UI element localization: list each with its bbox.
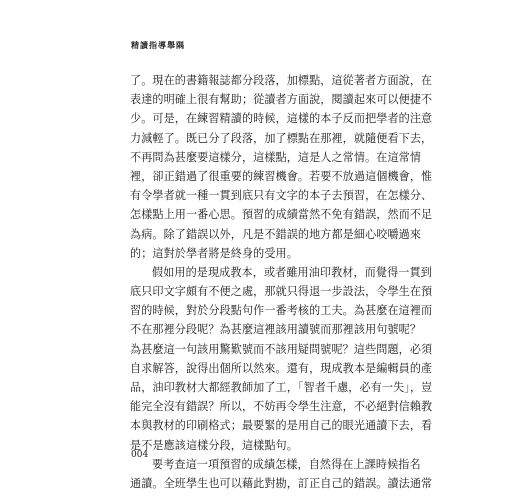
paragraph-2 [130, 263, 433, 455]
paragraph-1 [130, 71, 433, 263]
text-line: 自求解答，說得出個所以然來。還有，現成教本是編輯員的產 [130, 361, 433, 375]
text-line: 怎樣點上用一番心思。預習的成績當然不免有錯誤，然而不足 [130, 208, 433, 222]
text-line: 品，油印教材大都經教師加了工，「智者千慮，必有一失」，豈 [130, 381, 433, 394]
text-line: 是不是應該這樣分段，這樣點句。 [130, 438, 298, 452]
text-line: 有令學者就一種一貫到底只有文字的本子去預習，在怎樣分、 [130, 189, 433, 203]
running-head: 精讀指導舉隅 [131, 41, 185, 50]
text-line: 少。可是，在練習精讀的時候，這樣的本子反而把學者的注意 [130, 112, 433, 126]
text-line: 為甚麼這一句該用驚歎號而不該用疑問號呢？這些問題，必須 [130, 342, 433, 356]
text-line: 不再問為甚麼要這樣分，這樣點，這是人之常情。在這常情 [130, 150, 422, 164]
text-line: 習的時候，對於分段點句作一番考核的工夫。為甚麼在這裡而 [130, 304, 433, 318]
text-line: 裡，卻正錯過了很重要的練習機會。若要不放過這個機會，惟 [130, 169, 433, 183]
paragraph-3 [130, 455, 433, 493]
text-line: 的；這對於學者將是終身的受用。 [130, 246, 298, 260]
text-line: 能完全沒有錯誤？所以，不妨再令學生注意，不必絕對信賴教 [130, 400, 433, 414]
body-text [130, 71, 433, 493]
text-line: 表達的明確上很有幫助；從讀者方面說，閱讀起來可以便捷不 [130, 93, 433, 107]
text-line: 底只印文字頗有不便之處，那就只得退一步設法，令學生在預 [130, 285, 433, 299]
text-line: 本與教材的印刷格式；最要緊的是用自己的眼光通讀下去，看 [130, 419, 433, 433]
text-line: 為病。除了錯誤以外，凡是不錯誤的地方都是細心咬嚼過來 [130, 227, 422, 241]
text-line: 了。現在的書籍報誌都分段落，加標點，這從著者方面說，在 [130, 74, 433, 87]
text-line: 力減輕了。既已分了段落，加了標點在那裡，就隨便看下去， [130, 131, 433, 145]
text-line: 不在那裡分段呢？為甚麼這裡該用讀號而那裡該用句號呢？ [130, 323, 422, 337]
text-line: 假如用的是現成教本，或者雖用油印教材，而覺得一貫到 [152, 265, 432, 279]
text-line: 要考查這一項預習的成績怎樣，自然得在上課時候指名 [152, 457, 421, 471]
page-number: 004 [131, 450, 149, 460]
text-line: 通讀。全班學生也可以藉此對勘，訂正自己的錯誤。讀法通常 [130, 476, 433, 490]
